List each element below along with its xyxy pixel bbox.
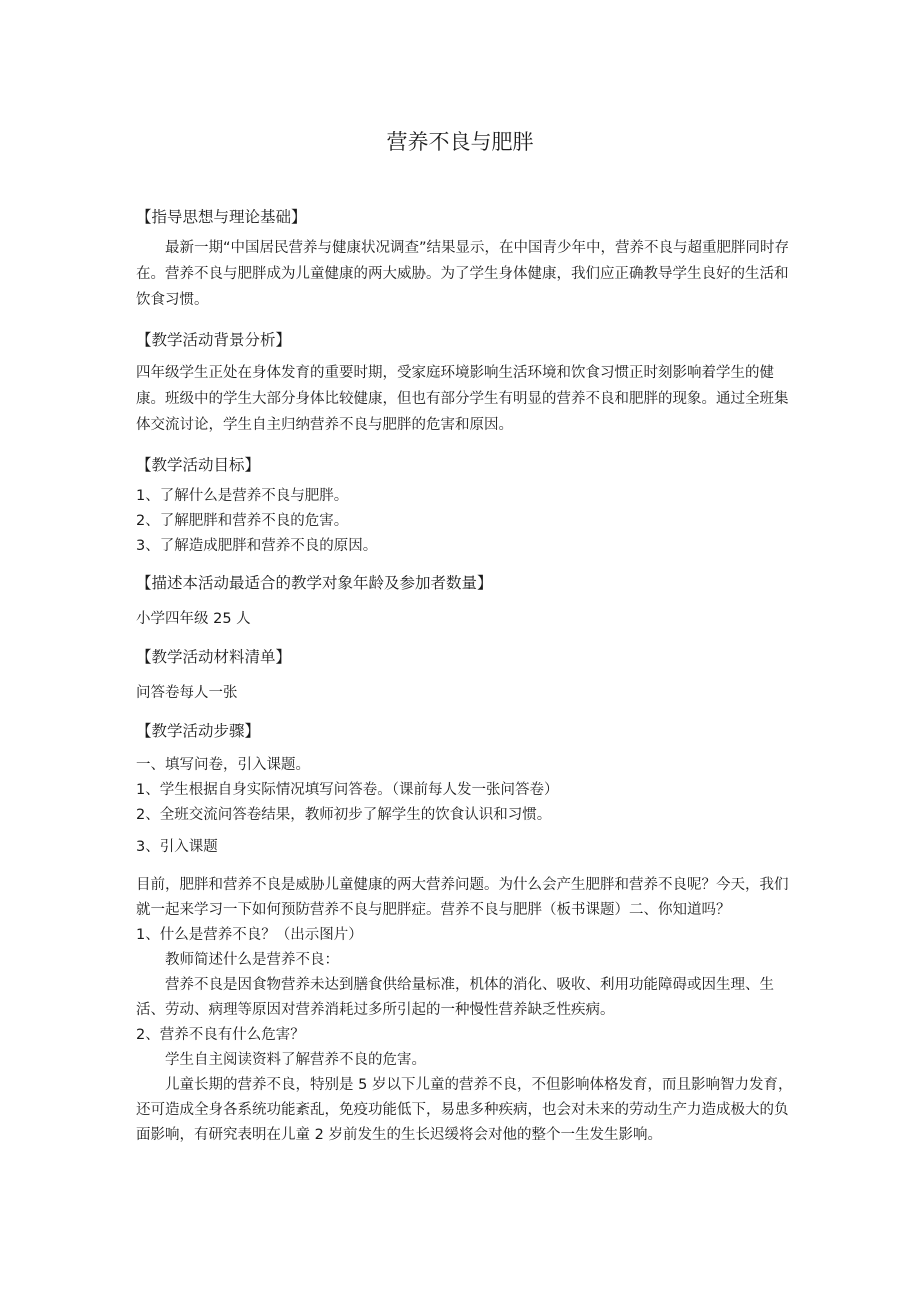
answer-line: 教师简述什么是营养不良： [165, 952, 339, 968]
section-heading-goals: 【教学活动目标】 [136, 456, 261, 474]
intro-paragraph: 目前，肥胖和营养不良是威胁儿童健康的两大营养问题。为什么会产生肥胖和营养不良呢？今天，我们就一起来学习一下如何预防营养不良与肥胖症。营养不良与肥胖（板书课题）二、你知道吗？ [136, 877, 789, 918]
materials-text: 问答卷每人一张 [136, 685, 238, 701]
audience-text: 小学四年级 25 人 [136, 611, 251, 627]
list-item: 3、了解造成肥胖和营养不良的原因。 [136, 538, 378, 554]
section-heading-materials: 【教学活动材料清单】 [136, 648, 292, 666]
step-line: 3、引入课题 [136, 839, 218, 855]
list-item: 2、了解肥胖和营养不良的危害。 [136, 513, 349, 529]
document-body [136, 206, 796, 1148]
question-line: 2、营养不良有什么危害？ [136, 1027, 305, 1043]
guiding-paragraph: 最新一期“中国居民营养与健康状况调查”结果显示，在中国青少年中，营养不良与超重肥胖同时存在。营养不良与肥胖成为儿童健康的两大威胁。为了学生身体健康，我们应正确教导学生良好的生活和饮食习惯。 [136, 240, 790, 308]
step-line: 2、全班交流问答卷结果，教师初步了解学生的饮食认识和习惯。 [136, 807, 552, 823]
section-heading-guiding: 【指导思想与理论基础】 [136, 208, 307, 226]
section-heading-steps: 【教学活动步骤】 [136, 722, 261, 740]
list-item: 1、了解什么是营养不良与肥胖。 [136, 488, 349, 504]
step-line: 1、学生根据自身实际情况填写问答卷。（课前每人发一张问答卷） [136, 782, 559, 798]
section-heading-audience: 【描述本活动最适合的教学对象年龄及参加者数量】 [136, 574, 493, 592]
answer-line: 学生自主阅读资料了解营养不良的危害。 [165, 1052, 426, 1068]
harm-paragraph: 儿童长期的营养不良，特别是 5 岁以下儿童的营养不良，不但影响体格发育，而且影响智力发育，还可造成全身各系统功能紊乱，免疫功能低下，易患多种疾病，也会对未来的劳动生产力造成极大的负面影响，有研究表明在儿童 2 岁前发生的生长迟缓将会对他的整个一生发生影响。 [136, 1077, 793, 1143]
step-line: 一、填写问卷，引入课题。 [136, 757, 310, 773]
goals-list [136, 484, 796, 559]
background-paragraph: 四年级学生正处在身体发育的重要时期，受家庭环境影响生活环境和饮食习惯正时刻影响着学生的健康。班级中的学生大部分身体比较健康，但也有部分学生有明显的营养不良和肥胖的现象。通过全班集体交流讨论，学生自主归纳营养不良与肥胖的危害和原因。 [136, 365, 789, 433]
section-heading-background: 【教学活动背景分析】 [136, 331, 292, 349]
question-line: 1、什么是营养不良？（出示图片） [136, 927, 363, 943]
definition-paragraph: 营养不良是因食物营养未达到膳食供给量标准，机体的消化、吸收、利用功能障碍或因生理、生活、劳动、病理等原因对营养消耗过多所引起的一种慢性营养缺乏性疾病。 [136, 977, 774, 1018]
document-title: 营养不良与肥胖 [386, 130, 534, 154]
